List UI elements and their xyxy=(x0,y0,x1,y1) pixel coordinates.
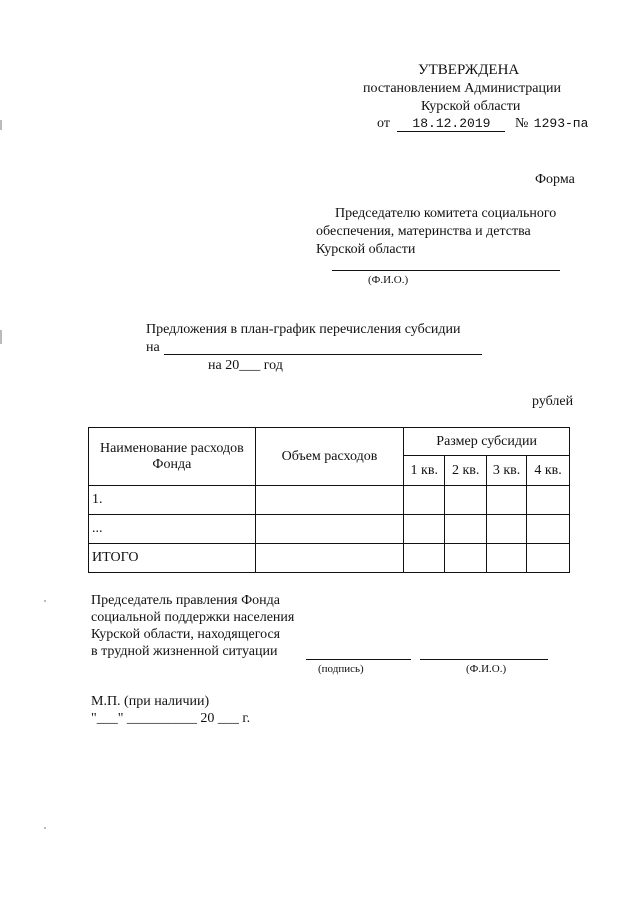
table-row xyxy=(89,486,570,515)
heading-prefix: на xyxy=(146,340,160,355)
header-quarter-1: 1 кв. xyxy=(404,456,445,486)
scan-artifact xyxy=(44,827,46,829)
row-label: ... xyxy=(89,515,256,544)
approval-title: УТВЕРЖДЕНА xyxy=(418,62,520,78)
table-cell xyxy=(527,544,570,573)
stamp-date-line: "___" __________ 20 ___ г. xyxy=(91,711,251,726)
approval-decree-line: постановлением Администрации xyxy=(363,81,561,96)
sign-caption: (подпись) xyxy=(318,663,364,675)
units-label: рублей xyxy=(532,394,574,409)
sign-line xyxy=(306,659,411,660)
stamp-label: М.П. (при наличии) xyxy=(91,694,210,709)
table-cell xyxy=(404,544,445,573)
table-cell xyxy=(487,486,527,515)
decree-number: 1293-па xyxy=(533,116,589,131)
number-prefix: № xyxy=(514,116,529,131)
scan-artifact xyxy=(44,600,46,602)
heading-blank-line xyxy=(164,354,482,355)
table-cell xyxy=(255,515,404,544)
scan-artifact xyxy=(0,330,2,344)
heading-year-line: на 20___ год xyxy=(208,358,283,373)
table-cell xyxy=(445,515,487,544)
decree-date: 18.12.2019 xyxy=(397,116,505,132)
addressee-fio-caption: (Ф.И.О.) xyxy=(368,274,409,286)
heading-line-2 xyxy=(146,340,160,356)
table-cell xyxy=(445,486,487,515)
table-cell xyxy=(527,486,570,515)
heading-line-1: Предложения в план-график перечисления субсидии xyxy=(146,322,461,337)
table-cell xyxy=(255,486,404,515)
subsidy-table xyxy=(88,427,570,573)
signature-line-3: Курской области, находящегося xyxy=(91,627,281,642)
table-cell xyxy=(445,544,487,573)
signature-line-4: в трудной жизненной ситуации xyxy=(91,644,278,659)
approval-region-line: Курской области xyxy=(421,99,521,114)
addressee-line-1: Председателю комитета социального xyxy=(335,206,557,221)
table-cell xyxy=(487,544,527,573)
addressee-line-3: Курской области xyxy=(316,242,416,257)
signature-line-1: Председатель правления Фонда xyxy=(91,593,280,608)
row-label: 1. xyxy=(89,486,256,515)
table-cell xyxy=(404,515,445,544)
fio-line xyxy=(420,659,548,660)
table-cell xyxy=(255,544,404,573)
addressee-fio-line xyxy=(332,270,560,271)
header-quarter-4: 4 кв. xyxy=(527,456,570,486)
header-expense-name: Наименование расходов Фонда xyxy=(89,428,256,486)
header-quarter-2: 2 кв. xyxy=(445,456,487,486)
signature-line-2: социальной поддержки населения xyxy=(91,610,295,625)
form-label: Форма xyxy=(535,172,575,187)
row-label: ИТОГО xyxy=(89,544,256,573)
addressee-line-2: обеспечения, материнства и детства xyxy=(316,224,531,239)
date-prefix: от xyxy=(377,116,390,131)
table-row xyxy=(89,515,570,544)
table-cell xyxy=(404,486,445,515)
header-expense-volume: Объем расходов xyxy=(255,428,404,486)
table-cell xyxy=(527,515,570,544)
header-subsidy-size: Размер субсидии xyxy=(404,428,570,456)
signature-fio-caption: (Ф.И.О.) xyxy=(466,663,507,675)
table-row-total xyxy=(89,544,570,573)
approval-date-number xyxy=(377,116,588,132)
scan-artifact xyxy=(0,120,2,130)
table-cell xyxy=(487,515,527,544)
header-quarter-3: 3 кв. xyxy=(487,456,527,486)
